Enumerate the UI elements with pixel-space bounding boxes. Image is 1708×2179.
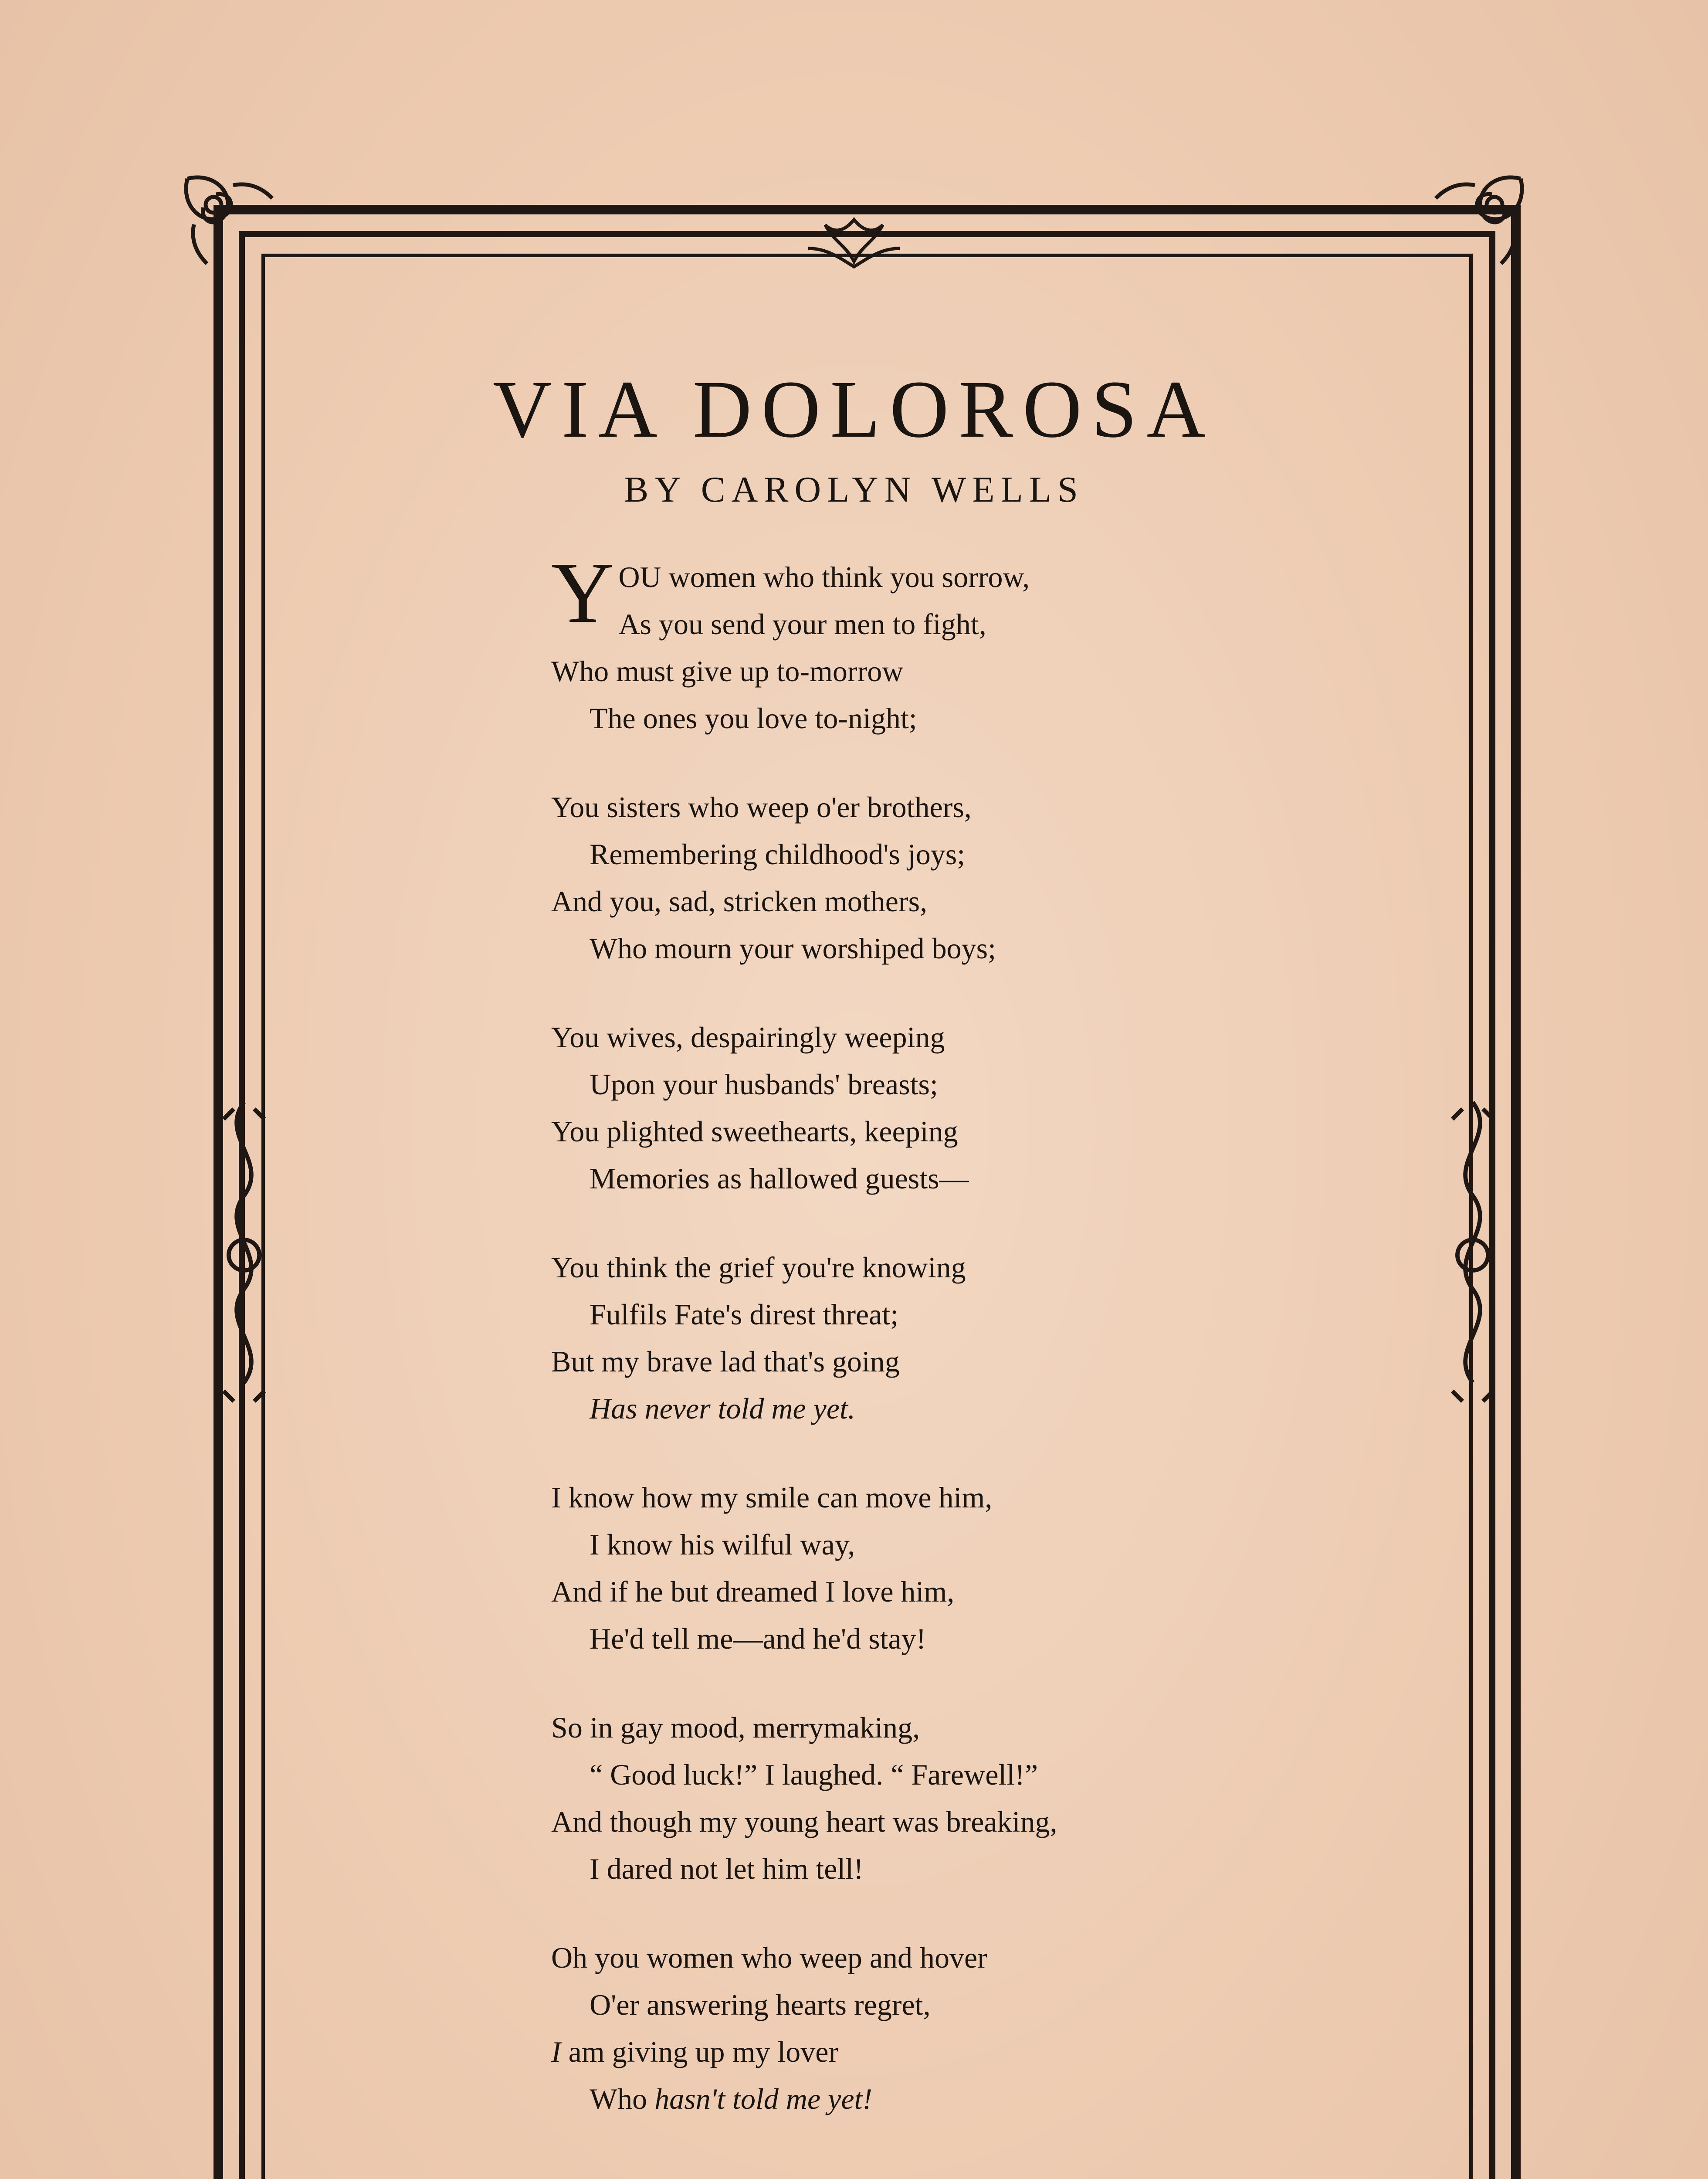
poem-line: You think the grief you're knowing xyxy=(551,1251,966,1284)
stanza-3 xyxy=(551,1014,1335,1202)
poem-line: You wives, despairingly weeping xyxy=(551,1021,945,1054)
corner-ornament-top-left xyxy=(174,166,305,296)
poem-line-italic-part: hasn't told me yet! xyxy=(654,2082,873,2115)
corner-ornament-top-right xyxy=(1403,166,1534,296)
page-title: VIA DOLOROSA xyxy=(492,363,1216,455)
drop-cap: Y xyxy=(551,545,614,641)
poem-line xyxy=(551,2075,1335,2122)
top-center-ornament xyxy=(802,209,906,275)
poem-line xyxy=(551,2028,1335,2075)
poem-line: I know how my smile can move him, xyxy=(551,1481,993,1514)
poem-line: And if he but dreamed I love him, xyxy=(551,1575,955,1608)
poem-line-italic-part: I xyxy=(551,2035,561,2068)
left-side-ornament xyxy=(209,1085,279,1425)
poem-line: I dared not let him tell! xyxy=(590,1852,864,1885)
stanza-2 xyxy=(551,784,1335,972)
stanza-4 xyxy=(551,1244,1335,1432)
poem-line: Oh you women who weep and hover xyxy=(551,1941,987,1974)
byline: BY CAROLYN WELLS xyxy=(624,469,1084,510)
poem-line: Fulfils Fate's direst threat; xyxy=(590,1298,899,1331)
poem-line: Remembering childhood's joys; xyxy=(590,838,966,871)
corner-ornament-bottom-left xyxy=(174,2153,305,2179)
stanza-7 xyxy=(551,1934,1335,2122)
poem-line: Who mourn your worshiped boys; xyxy=(590,932,996,965)
poem-line: And though my young heart was breaking, xyxy=(551,1805,1057,1838)
poem-line: You sisters who weep o'er brothers, xyxy=(551,791,972,824)
stanza-6 xyxy=(551,1704,1335,1892)
poem-line: I know his wilful way, xyxy=(590,1528,855,1561)
stanza-1 xyxy=(551,545,1335,742)
poem-line-part: am giving up my lover xyxy=(561,2035,839,2068)
poem-line: Has never told me yet. xyxy=(590,1392,855,1425)
poem-line: The ones you love to-night; xyxy=(590,702,917,735)
poem-line: So in gay mood, merrymaking, xyxy=(551,1711,920,1744)
poem-line: O'er answering hearts regret, xyxy=(590,1988,931,2021)
poem-line: He'd tell me—and he'd stay! xyxy=(590,1622,926,1655)
right-side-ornament xyxy=(1438,1085,1508,1425)
stanza-5 xyxy=(551,1474,1335,1662)
poem-line-part: Who xyxy=(590,2082,655,2115)
poem-line: As you send your men to fight, xyxy=(618,608,986,641)
corner-ornament-bottom-right xyxy=(1403,2153,1534,2179)
poem-line: You plighted sweethearts, keeping xyxy=(551,1115,958,1148)
poem xyxy=(551,545,1335,2164)
poem-line: But my brave lad that's going xyxy=(551,1345,900,1378)
poem-line: Who must give up to-morrow xyxy=(551,655,904,688)
poem-line: OU women who think you sorrow, xyxy=(618,560,1030,594)
poem-line: Memories as hallowed guests— xyxy=(590,1162,969,1195)
poem-line: “ Good luck!” I laughed. “ Farewell!” xyxy=(590,1758,1038,1791)
poem-line: And you, sad, stricken mothers, xyxy=(551,885,928,918)
poem-line: Upon your husbands' breasts; xyxy=(590,1068,938,1101)
